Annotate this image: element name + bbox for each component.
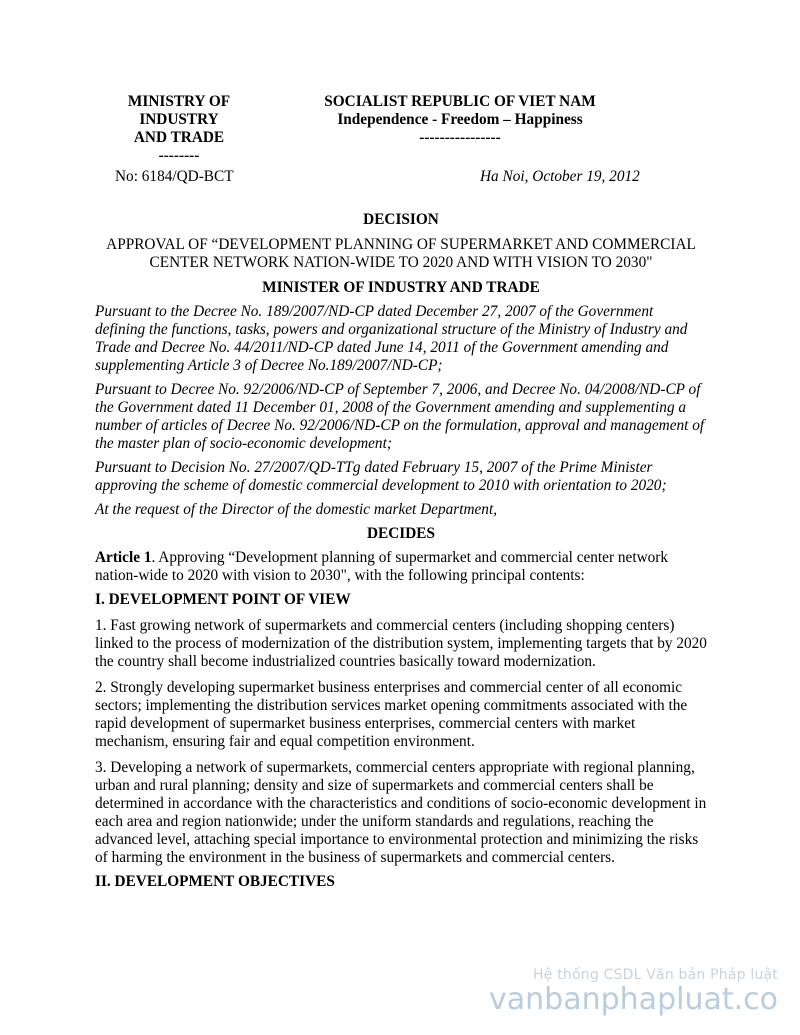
issue-date: Ha Noi, October 19, 2012 — [480, 168, 640, 185]
agency-separator: -------- — [158, 147, 200, 164]
motto-separator: ---------------- — [419, 129, 501, 146]
issuing-agency — [95, 93, 263, 165]
article-1-label: Article 1 — [95, 549, 152, 566]
article-1-text: . Approving “Development planning of supermarket and commercial center network nation-wide to 2020 with vision to 2030", with the following principal contents: — [95, 549, 669, 584]
issuer-title: MINISTER OF INDUSTRY AND TRADE — [262, 279, 540, 296]
section-1-item-2: 2. Strongly developing supermarket business enterprises and commercial center of all economic sectors; implementing the distribution services market opening commitments associated with the rapid development of supermarket business enterprises, commercial centers with market mechanism, ensuring fair and equal competition environment. — [95, 679, 688, 750]
decides-heading: DECIDES — [366, 525, 435, 542]
document-page — [95, 93, 707, 891]
watermark-line-2: vanbanphapluat.co — [489, 982, 778, 1017]
watermark-line-1: Hệ thống CSDL Văn bản Pháp luật — [533, 967, 778, 983]
preamble-paragraph-1: Pursuant to the Decree No. 189/2007/ND-CP dated December 27, 2007 of the Government defining the functions, tasks, powers and organizational structure of the Ministry of Industry and Trade and Decree No. 44/2011/ND-CP dated June 14, 2011 of the Government amending and supplementing Article 3 of Decree No.189/2007/ND-CP; — [95, 303, 688, 374]
preamble-paragraph-2: Pursuant to Decree No. 92/2006/ND-CP of September 7, 2006, and Decree No. 04/2008/ND-CP of the Government dated 11 December 01, 2008 of the Government amending and supplementing a number of articles of Decree No. 92/2006/ND-CP on the formulation, approval and management of the master plan of socio-economic development; — [95, 381, 705, 452]
agency-line-3: AND TRADE — [133, 129, 225, 146]
watermark — [489, 967, 778, 1017]
section-2-heading: II. DEVELOPMENT OBJECTIVES — [95, 873, 335, 890]
document-header — [95, 93, 707, 189]
agency-line-1: MINISTRY OF — [127, 93, 231, 110]
preamble-paragraph-4: At the request of the Director of the domestic market Department, — [95, 501, 498, 518]
country-name: SOCIALIST REPUBLIC OF VIET NAM — [324, 93, 596, 110]
section-1-item-3: 3. Developing a network of supermarkets, commercial centers appropriate with regional planning, urban and rural planning; density and size of supermarkets and commercial centers shall be determined in accordance with the characteristics and conditions of socio-economic development in each area and region nationwide; under the uniform standards and regulations, reaching the advanced level, attaching special importance to environmental protection and minimizing the risks of harming the environment in the business of supermarkets and commercial centers. — [95, 759, 707, 866]
preamble-paragraph-3: Pursuant to Decision No. 27/2007/QD-TTg dated February 15, 2007 of the Prime Minister approving the scheme of domestic commercial development to 2010 with orientation to 2020; — [95, 459, 667, 494]
document-number: No: 6184/QD-BCT — [115, 168, 234, 185]
decision-heading: DECISION — [363, 211, 439, 228]
section-1-item-1: 1. Fast growing network of supermarkets and commercial centers (including shopping centers) linked to the process of modernization of the distribution system, implementing targets that by 2020 the country shall become industrialized countries basically toward modernization. — [95, 617, 707, 670]
section-1-heading: I. DEVELOPMENT POINT OF VIEW — [95, 591, 351, 608]
article-1 — [95, 549, 707, 585]
agency-line-2: INDUSTRY — [139, 111, 219, 128]
national-motto: Independence - Freedom – Happiness — [337, 111, 583, 128]
decision-subject: APPROVAL OF “DEVELOPMENT PLANNING OF SUPERMARKET AND COMMERCIAL CENTER NETWORK NATION-WIDE TO 2020 AND WITH VISION TO 2030" — [106, 236, 696, 271]
national-title — [310, 93, 610, 147]
